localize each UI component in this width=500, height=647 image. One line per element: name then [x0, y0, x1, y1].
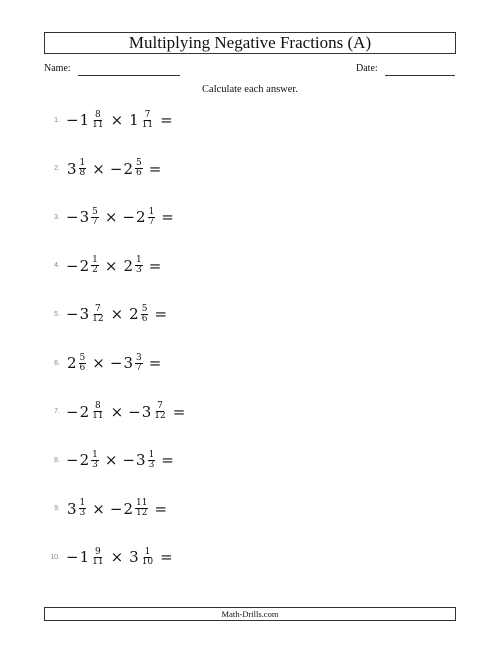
problem-expression — [66, 208, 179, 227]
sign: − — [66, 548, 79, 567]
fraction — [153, 402, 166, 421]
fraction — [91, 548, 104, 567]
equals-sign: = — [154, 305, 168, 324]
fraction — [141, 111, 154, 130]
equals-sign: = — [148, 159, 162, 178]
numerator: 8 — [94, 109, 101, 120]
fraction — [141, 548, 154, 567]
problem-number: 4. — [54, 262, 60, 270]
problem-expression — [66, 451, 179, 470]
multiply-sign: × — [92, 499, 105, 518]
sign: − — [122, 451, 136, 470]
problem-number: 3. — [54, 213, 60, 221]
problem-row — [34, 300, 172, 328]
numerator: 7 — [157, 401, 163, 412]
fraction — [79, 159, 87, 178]
problem-row — [34, 543, 178, 571]
denominator: 7 — [148, 216, 155, 227]
date-field[interactable] — [385, 75, 455, 76]
whole-number: 2 — [123, 256, 133, 275]
instructions: Calculate each answer. — [202, 84, 298, 95]
denominator: 3 — [79, 508, 86, 519]
multiply-sign: × — [110, 548, 124, 567]
denominator: 3 — [148, 459, 155, 470]
sign: − — [66, 208, 79, 227]
multiply-sign: × — [110, 305, 124, 324]
problem-number: 1. — [54, 116, 60, 124]
first-operand — [66, 159, 87, 178]
worksheet-title: Multiplying Negative Fractions (A) — [44, 32, 456, 54]
problem-number: 9. — [54, 505, 60, 513]
problem-row — [34, 203, 179, 231]
fraction — [135, 354, 143, 373]
problem-row — [34, 398, 190, 426]
first-operand — [66, 305, 106, 324]
denominator: 2 — [92, 265, 98, 276]
denominator: 11 — [92, 556, 104, 567]
numerator: 1 — [135, 255, 142, 266]
footer: Math-Drills.com — [44, 607, 456, 621]
multiply-sign: × — [104, 451, 118, 470]
first-operand — [66, 256, 100, 275]
whole-number: 1 — [79, 548, 90, 567]
problem-expression — [66, 354, 166, 373]
problem-expression — [66, 499, 172, 518]
second-operand — [122, 256, 143, 275]
whole-number: 2 — [79, 256, 90, 275]
sign: − — [109, 159, 123, 178]
denominator: 3 — [92, 459, 98, 470]
fraction — [135, 256, 143, 275]
whole-number: 2 — [79, 451, 90, 470]
whole-number: 2 — [123, 159, 133, 178]
whole-number: 1 — [129, 111, 139, 129]
fraction — [91, 111, 104, 130]
equals-sign: = — [148, 256, 162, 275]
denominator: 10 — [141, 556, 154, 567]
multiply-sign: × — [110, 402, 124, 421]
denominator: 8 — [79, 168, 86, 179]
problem-number: 6. — [54, 359, 60, 367]
whole-number: 3 — [129, 548, 139, 567]
fraction — [91, 256, 99, 275]
numerator: 1 — [144, 546, 151, 557]
numerator: 9 — [94, 546, 101, 557]
whole-number: 3 — [79, 208, 90, 227]
whole-number: 1 — [79, 111, 90, 129]
numerator: 5 — [79, 352, 86, 363]
fraction — [79, 499, 87, 518]
equals-sign: = — [172, 402, 186, 421]
numerator: 8 — [94, 401, 101, 412]
equals-sign: = — [154, 499, 168, 518]
fraction — [91, 208, 99, 227]
numerator: 5 — [141, 303, 148, 314]
problem-number: 8. — [54, 456, 60, 464]
numerator: 1 — [148, 449, 155, 460]
whole-number: 2 — [123, 499, 133, 518]
fraction — [91, 451, 99, 470]
second-operand — [128, 402, 168, 421]
fraction — [141, 305, 149, 324]
problem-expression — [66, 111, 178, 130]
equals-sign: = — [161, 451, 174, 470]
second-operand — [110, 159, 144, 178]
whole-number: 3 — [136, 451, 146, 470]
first-operand — [66, 402, 106, 421]
multiply-sign: × — [110, 111, 124, 129]
problem-expression — [66, 305, 172, 324]
denominator: 3 — [135, 265, 142, 276]
name-label: Name: — [44, 63, 71, 74]
fraction — [91, 305, 104, 324]
sign: − — [66, 256, 79, 275]
equals-sign: = — [160, 111, 173, 129]
second-operand — [110, 499, 150, 518]
name-field[interactable] — [78, 75, 180, 76]
multiply-sign: × — [92, 354, 105, 372]
second-operand — [110, 354, 144, 373]
sign: − — [66, 305, 79, 324]
numerator: 1 — [79, 158, 86, 169]
denominator: 6 — [141, 313, 148, 324]
fraction — [148, 451, 156, 470]
second-operand — [128, 548, 155, 567]
problem-row — [34, 446, 179, 474]
problem-expression — [66, 402, 190, 421]
problem-number: 2. — [54, 165, 60, 173]
fraction — [135, 499, 148, 518]
whole-number: 2 — [79, 402, 90, 421]
first-operand — [66, 548, 106, 567]
denominator: 6 — [135, 168, 142, 179]
numerator: 7 — [144, 109, 151, 120]
numerator: 1 — [148, 206, 155, 217]
problem-number: 10. — [50, 553, 60, 561]
second-operand — [122, 451, 156, 470]
second-operand — [128, 111, 155, 130]
sign: − — [128, 402, 141, 421]
denominator: 11 — [141, 119, 154, 130]
denominator: 11 — [92, 119, 104, 130]
numerator: 1 — [92, 255, 98, 266]
denominator: 7 — [92, 216, 98, 227]
equals-sign: = — [161, 208, 174, 227]
whole-number: 3 — [79, 305, 90, 324]
denominator: 11 — [92, 411, 104, 422]
denominator: 12 — [92, 313, 104, 324]
second-operand — [122, 208, 156, 227]
sign: − — [66, 402, 79, 421]
problem-number: 7. — [54, 408, 60, 416]
numerator: 1 — [79, 498, 86, 509]
first-operand — [66, 208, 100, 227]
multiply-sign: × — [92, 159, 105, 178]
whole-number: 2 — [136, 208, 146, 227]
denominator: 12 — [154, 411, 166, 422]
fraction — [91, 402, 104, 421]
equals-sign: = — [148, 354, 162, 372]
problem-expression — [66, 256, 166, 275]
equals-sign: = — [160, 548, 173, 567]
first-operand — [66, 111, 106, 130]
sign: − — [66, 111, 79, 129]
denominator: 12 — [135, 508, 148, 519]
problem-row — [34, 252, 166, 280]
problem-row — [34, 495, 172, 523]
numerator: 3 — [135, 352, 142, 363]
second-operand — [128, 305, 149, 324]
sign: − — [122, 208, 136, 227]
first-operand — [66, 354, 87, 373]
first-operand — [66, 499, 87, 518]
first-operand — [66, 451, 100, 470]
denominator: 6 — [79, 362, 86, 373]
problem-row — [34, 155, 166, 183]
multiply-sign: × — [104, 256, 118, 275]
fraction — [135, 159, 143, 178]
fraction — [79, 354, 87, 373]
whole-number: 2 — [129, 305, 139, 324]
whole-number: 3 — [67, 159, 77, 178]
fraction — [148, 208, 156, 227]
denominator: 7 — [135, 362, 142, 373]
numerator: 5 — [92, 206, 98, 217]
whole-number: 2 — [67, 354, 77, 372]
sign: − — [109, 354, 123, 372]
problem-expression — [66, 548, 178, 567]
sign: − — [109, 499, 123, 518]
date-label: Date: — [356, 63, 378, 74]
numerator: 5 — [135, 158, 142, 169]
problem-row — [34, 349, 166, 377]
multiply-sign: × — [104, 208, 118, 227]
problem-row — [34, 106, 178, 134]
whole-number: 3 — [141, 402, 152, 421]
whole-number: 3 — [67, 499, 77, 518]
numerator: 1 — [92, 449, 98, 460]
whole-number: 3 — [123, 354, 133, 372]
numerator: 7 — [94, 303, 101, 314]
problem-number: 5. — [54, 310, 60, 318]
problem-expression — [66, 159, 166, 178]
sign: − — [66, 451, 79, 470]
numerator: 11 — [135, 498, 148, 509]
